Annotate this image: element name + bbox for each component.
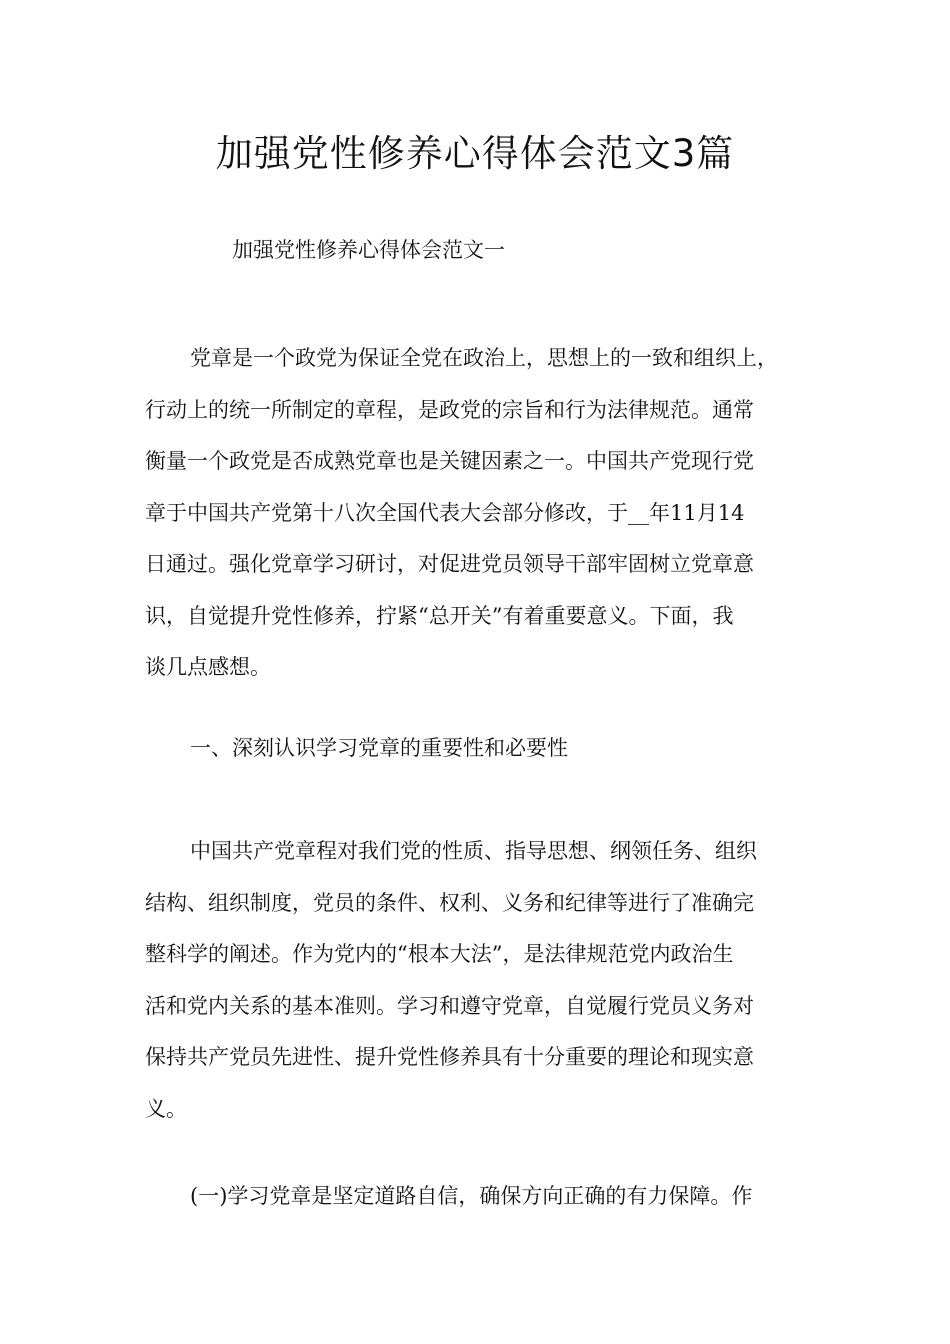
paragraph-1 [145,333,815,694]
section-heading [145,723,815,775]
document-subtitle: 加强党性修养心得体会范文一 [232,238,505,262]
paragraph-2 [145,826,815,1135]
paragraph-line: 结构、组织制度，党员的条件、权利、义务和纪律等进行了准确完 [145,890,754,915]
paragraph-line: 章于中国共产党第十八次全国代表大会部分修改，于__年11月14 [145,500,745,525]
paragraph-line: 党章是一个政党为保证全党在政治上，思想上的一致和组织上， [190,346,778,370]
paragraph-line: 保持共产党员先进性、提升党性修养具有十分重要的理论和现实意 [145,1045,754,1069]
paragraph-line: 中国共产党章程对我们党的性质、指导思想、纲领任务、组织 [190,839,757,863]
paragraph-3 [145,1171,815,1223]
paragraph-line: 识，自觉提升党性修养，拧紧“总开关”有着重要意义。下面，我 [145,603,734,628]
paragraph-line: 活和党内关系的基本准则。学习和遵守党章，自觉履行党员义务对 [145,993,754,1018]
paragraph-line: 谈几点感想。 [145,655,271,679]
paragraph-line: 日通过。强化党章学习研讨，对促进党员领导干部牢固树立党章意 [145,552,754,576]
paragraph-line: 行动上的统一所制定的章程，是政党的宗旨和行为法律规范。通常 [145,397,754,422]
document-title: 加强党性修养心得体会范文3篇 [215,132,735,175]
paragraph-line: 衡量一个政党是否成熟党章也是关键因素之一。中国共产党现行党 [145,449,754,473]
paragraph-line: 整科学的阐述。作为党内的“根本大法”，是法律规范党内政治生 [145,942,734,966]
paragraph-line: (一)学习党章是坚定道路自信，确保方向正确的有力保障。作 [190,1184,753,1208]
section-heading-text: 一、深刻认识学习党章的重要性和必要性 [190,736,568,760]
paragraph-line: 义。 [145,1096,187,1121]
